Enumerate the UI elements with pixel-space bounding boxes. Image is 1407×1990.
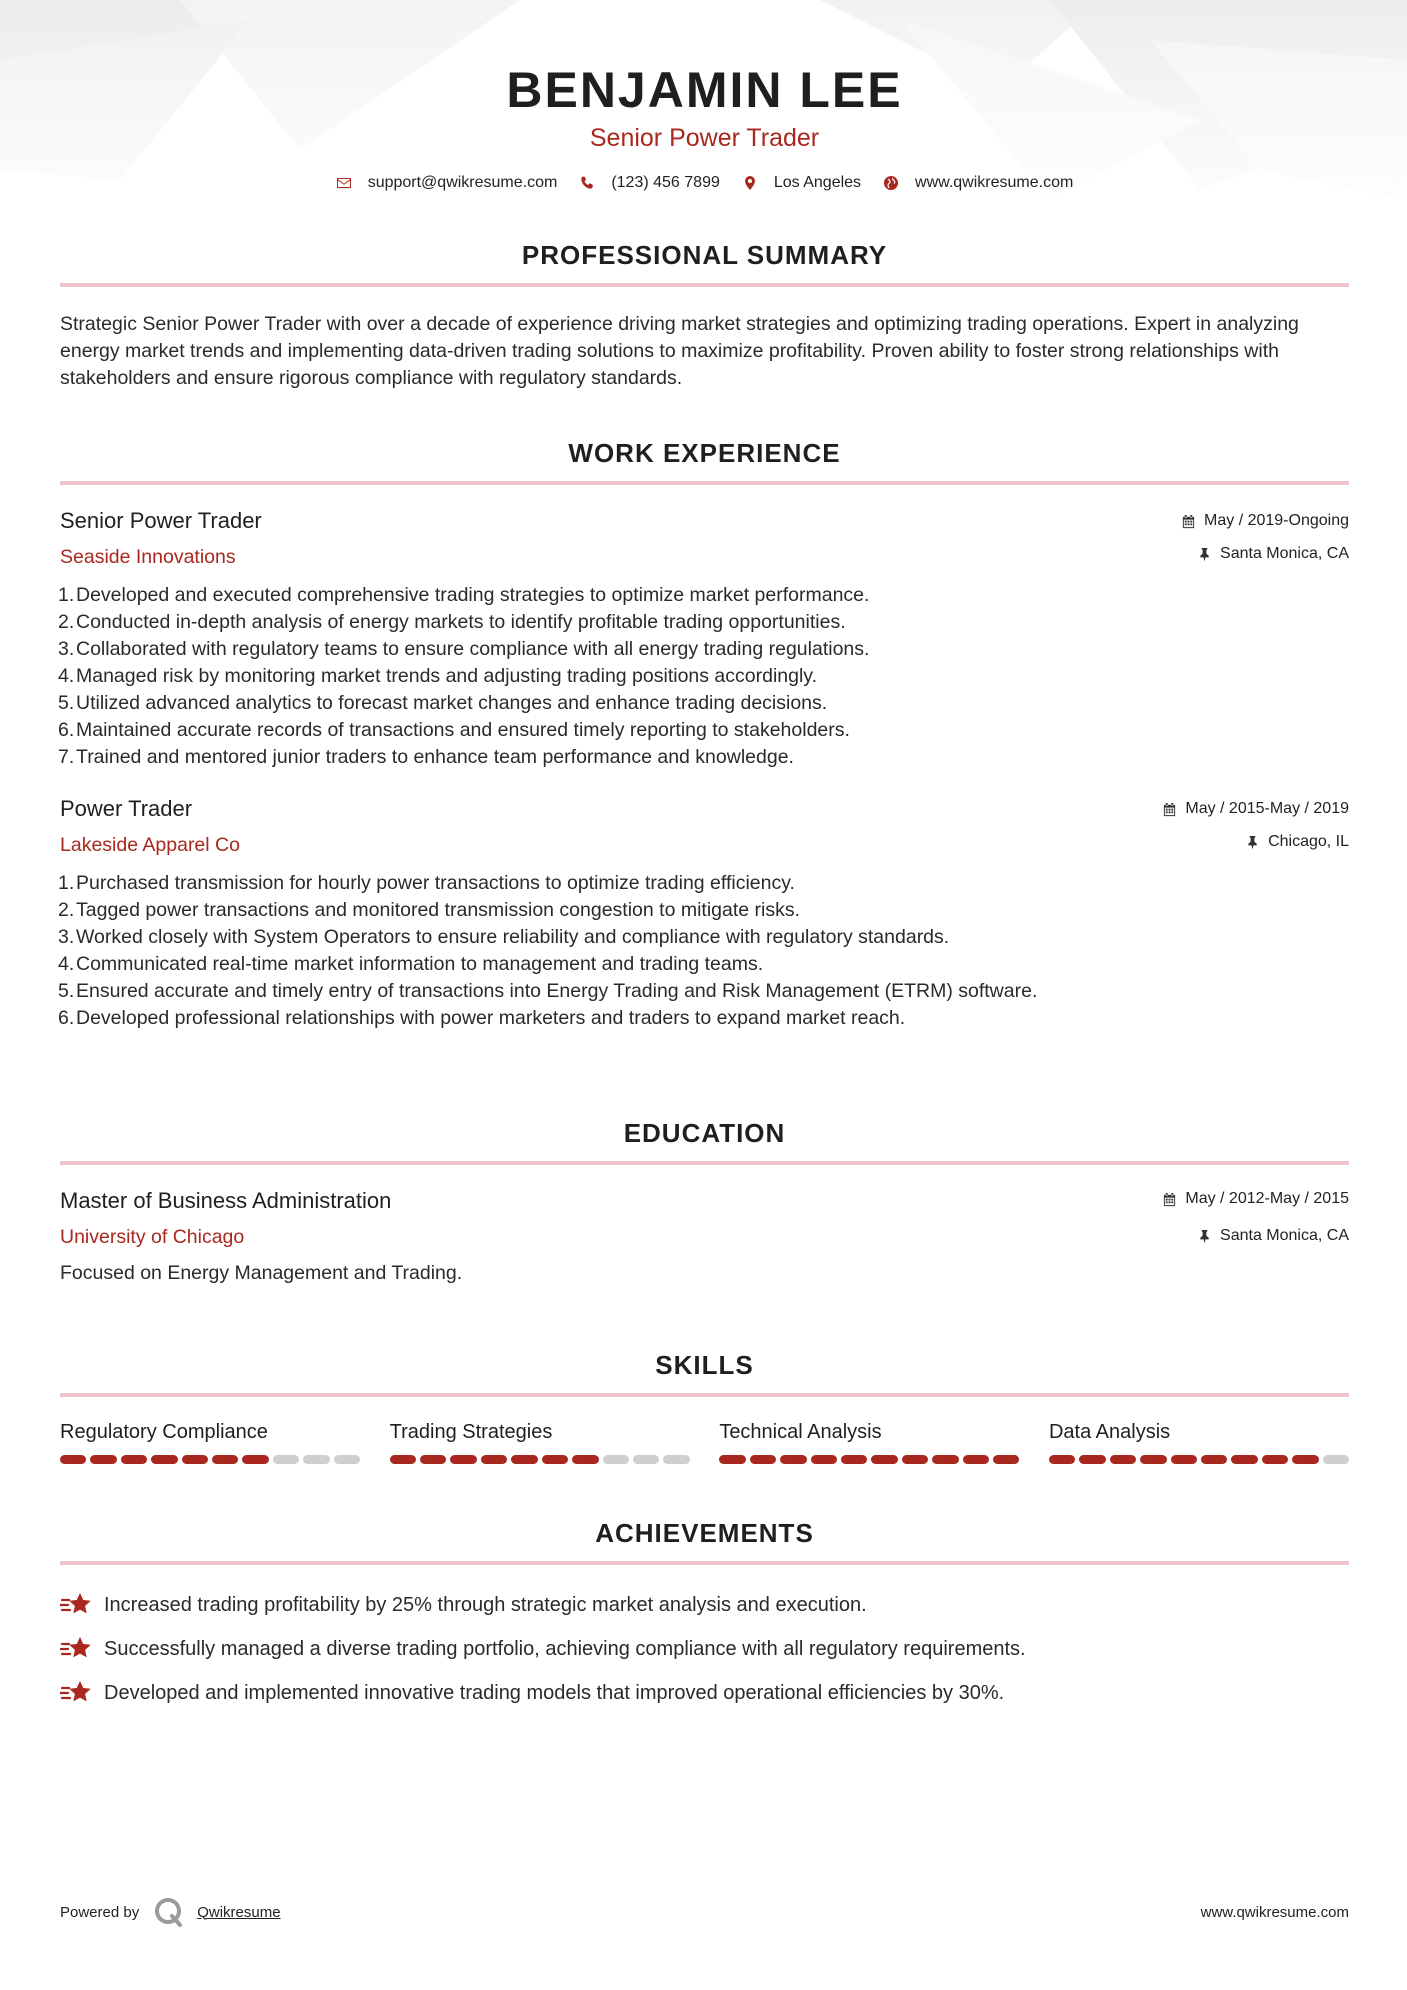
contact-website[interactable]: [883, 174, 1073, 192]
calendar-icon: [1181, 514, 1196, 529]
skill-segment-empty: [633, 1455, 659, 1464]
skill-item: [719, 1419, 1019, 1464]
achievement-text: Successfully managed a diverse trading portfolio, achieving compliance with all regulatory requirements.: [104, 1637, 1026, 1660]
map-marker-icon: [742, 175, 758, 191]
skill-segment-filled: [902, 1455, 928, 1464]
skill-segment-filled: [151, 1455, 177, 1464]
degree-title: Master of Business Administration: [60, 1188, 392, 1213]
contact-location: [742, 174, 861, 192]
section-divider: [60, 1561, 1349, 1565]
skills-section: [60, 1350, 1349, 1464]
list-item: 3. Collaborated with regulatory teams to ensure compliance with all energy trading regulations.: [58, 638, 870, 660]
skill-segment-filled: [871, 1455, 897, 1464]
list-item: 7. Trained and mentored junior traders to enhance team performance and knowledge.: [58, 746, 794, 768]
list-item: 3. Worked closely with System Operators to ensure reliability and compliance with regulatory standards.: [58, 926, 950, 948]
skill-segment-filled: [420, 1455, 446, 1464]
phone-icon: [579, 175, 595, 191]
skill-segment-filled: [121, 1455, 147, 1464]
globe-icon: [883, 175, 899, 191]
achievement-text: Increased trading profitability by 25% through strategic market analysis and execution.: [104, 1593, 867, 1616]
job-meta: [1181, 507, 1349, 564]
skill-segment-filled: [1079, 1455, 1105, 1464]
skill-level-bar: [719, 1455, 1019, 1464]
job-location: Santa Monica, CA: [1220, 545, 1349, 562]
achievements-list: [60, 1583, 1349, 1715]
summary-text: Strategic Senior Power Trader with over a decade of experience driving market strategies and optimizing trading operations. Expert in analyzing energy market trends and implementing data-driven trading solutions to maximize profitability. Proven ability to foster strong relationships with stakeholders and ensure rigorous compliance with regulatory standards.: [60, 313, 1299, 389]
contact-bar: [60, 174, 1349, 192]
experience-section: [60, 438, 1349, 1032]
list-item: 5. Utilized advanced analytics to forecast market changes and enhance trading decisions.: [58, 692, 828, 714]
skill-segment-filled: [811, 1455, 837, 1464]
list-item: 1. Purchased transmission for hourly power transactions to optimize trading efficiency.: [58, 872, 795, 894]
pushpin-icon: [1245, 835, 1260, 850]
skill-name: Technical Analysis: [719, 1421, 882, 1443]
section-divider: [60, 1161, 1349, 1165]
skill-segment-filled: [963, 1455, 989, 1464]
skill-segment-filled: [1049, 1455, 1075, 1464]
list-item: 4. Communicated real-time market information to management and trading teams.: [58, 953, 764, 975]
skills-grid: [60, 1419, 1349, 1464]
education-location: Santa Monica, CA: [1220, 1227, 1349, 1244]
skill-segment-filled: [1140, 1455, 1166, 1464]
resume-page: [58, 0, 1349, 1704]
skill-segment-filled: [841, 1455, 867, 1464]
list-item: 4. Managed risk by monitoring market trends and adjusting trading positions accordingly.: [58, 665, 818, 687]
job-location: Chicago, IL: [1268, 833, 1349, 850]
skill-segment-filled: [242, 1455, 268, 1464]
job-title: Senior Power Trader: [60, 508, 262, 533]
summary-section: [60, 240, 1349, 392]
job-company: Seaside Innovations: [60, 546, 236, 568]
qwikresume-link[interactable]: Qwikresume: [197, 1903, 281, 1921]
list-item: 2. Conducted in-depth analysis of energy markets to identify profitable trading opportunities.: [58, 611, 846, 633]
resume-header: [60, 0, 1349, 192]
education-description: Focused on Energy Management and Trading.: [60, 1262, 463, 1284]
skill-segment-filled: [90, 1455, 116, 1464]
skill-item: [390, 1419, 690, 1464]
list-item: 6. Developed professional relationships with power marketers and traders to expand market reach.: [58, 1007, 906, 1029]
skill-level-bar: [390, 1455, 690, 1464]
section-title-education: EDUCATION: [623, 1118, 786, 1148]
job-title: Power Trader: [60, 796, 193, 821]
skill-segment-filled: [1292, 1455, 1318, 1464]
skill-segment-filled: [60, 1455, 86, 1464]
job-entry: [60, 795, 1349, 1032]
education-meta: [1162, 1187, 1349, 1246]
calendar-icon: [1162, 802, 1177, 817]
star-icon: [60, 1635, 94, 1663]
skill-name: Data Analysis: [1048, 1421, 1171, 1443]
job-entry: [60, 507, 1349, 771]
skill-segment-filled: [542, 1455, 568, 1464]
job-meta: [1162, 795, 1349, 852]
skill-segment-filled: [450, 1455, 476, 1464]
skill-segment-filled: [212, 1455, 238, 1464]
qwikresume-logo-icon: [153, 1896, 185, 1928]
section-divider: [60, 481, 1349, 485]
skill-segment-filled: [780, 1455, 806, 1464]
section-title-experience: WORK EXPERIENCE: [568, 438, 841, 468]
website-text: www.qwikresume.com: [915, 174, 1074, 191]
skill-segment-filled: [511, 1455, 537, 1464]
pushpin-icon: [1197, 547, 1212, 562]
skill-segment-filled: [182, 1455, 208, 1464]
education-section: [60, 1118, 1349, 1286]
section-divider: [60, 283, 1349, 287]
section-divider: [60, 1393, 1349, 1397]
list-item: 6. Maintained accurate records of transactions and ensured timely reporting to stakeholders.: [58, 719, 850, 741]
footer-website[interactable]: www.qwikresume.com: [1200, 1903, 1349, 1921]
achievement-item: [60, 1627, 1349, 1671]
powered-by: [60, 1896, 281, 1928]
candidate-name: BENJAMIN LEE: [506, 62, 903, 118]
candidate-role: Senior Power Trader: [589, 124, 820, 152]
email-text: support@qwikresume.com: [367, 174, 558, 191]
skill-level-bar: [60, 1455, 360, 1464]
skill-segment-empty: [603, 1455, 629, 1464]
powered-by-label: Powered by: [60, 1903, 140, 1921]
skill-segment-empty: [1323, 1455, 1349, 1464]
skill-segment-filled: [572, 1455, 598, 1464]
pushpin-icon: [1197, 1229, 1212, 1244]
skill-name: Trading Strategies: [389, 1421, 553, 1443]
skill-item: [60, 1419, 360, 1464]
job-company: Lakeside Apparel Co: [60, 834, 240, 856]
job-duties-list: [60, 582, 1349, 771]
skill-segment-filled: [932, 1455, 958, 1464]
achievement-item: [60, 1671, 1349, 1715]
achievement-item: [60, 1583, 1349, 1627]
skill-segment-filled: [993, 1455, 1019, 1464]
skill-segment-filled: [1201, 1455, 1227, 1464]
skill-segment-empty: [273, 1455, 299, 1464]
phone-text: (123) 456 7899: [611, 174, 720, 191]
skill-segment-filled: [719, 1455, 745, 1464]
skill-name: Regulatory Compliance: [60, 1421, 268, 1443]
school-name: University of Chicago: [60, 1226, 245, 1248]
achievements-section: [60, 1518, 1349, 1715]
skill-segment-filled: [1171, 1455, 1197, 1464]
section-title-summary: PROFESSIONAL SUMMARY: [521, 240, 888, 270]
page-footer: [60, 1896, 1349, 1928]
list-item: 1. Developed and executed comprehensive trading strategies to optimize market performance.: [58, 584, 870, 606]
skill-segment-filled: [1262, 1455, 1288, 1464]
skill-level-bar: [1049, 1455, 1349, 1464]
star-icon: [60, 1591, 94, 1619]
section-title-skills: SKILLS: [655, 1350, 754, 1380]
job-dates: May / 2019-Ongoing: [1204, 512, 1349, 529]
contact-phone[interactable]: [579, 174, 720, 192]
skill-segment-filled: [1231, 1455, 1257, 1464]
skill-item: [1049, 1419, 1349, 1464]
location-text: Los Angeles: [773, 174, 862, 191]
list-item: 5. Ensured accurate and timely entry of transactions into Energy Trading and Risk Management (ETRM) software.: [58, 980, 1038, 1002]
star-icon: [60, 1679, 94, 1707]
skill-segment-empty: [303, 1455, 329, 1464]
skill-segment-filled: [1110, 1455, 1136, 1464]
job-duties-list: [60, 870, 1349, 1032]
contact-email[interactable]: [336, 174, 558, 192]
section-title-achievements: ACHIEVEMENTS: [595, 1518, 814, 1548]
skill-segment-filled: [750, 1455, 776, 1464]
skill-segment-filled: [481, 1455, 507, 1464]
education-dates: May / 2012-May / 2015: [1185, 1190, 1349, 1207]
calendar-icon: [1162, 1192, 1177, 1207]
job-dates: May / 2015-May / 2019: [1185, 800, 1349, 817]
skill-segment-empty: [663, 1455, 689, 1464]
list-item: 2. Tagged power transactions and monitored transmission congestion to mitigate risks.: [58, 899, 801, 921]
skill-segment-empty: [334, 1455, 360, 1464]
skill-segment-filled: [390, 1455, 416, 1464]
achievement-text: Developed and implemented innovative trading models that improved operational efficiencies by 30%.: [104, 1681, 1005, 1704]
envelope-icon: [336, 175, 352, 191]
